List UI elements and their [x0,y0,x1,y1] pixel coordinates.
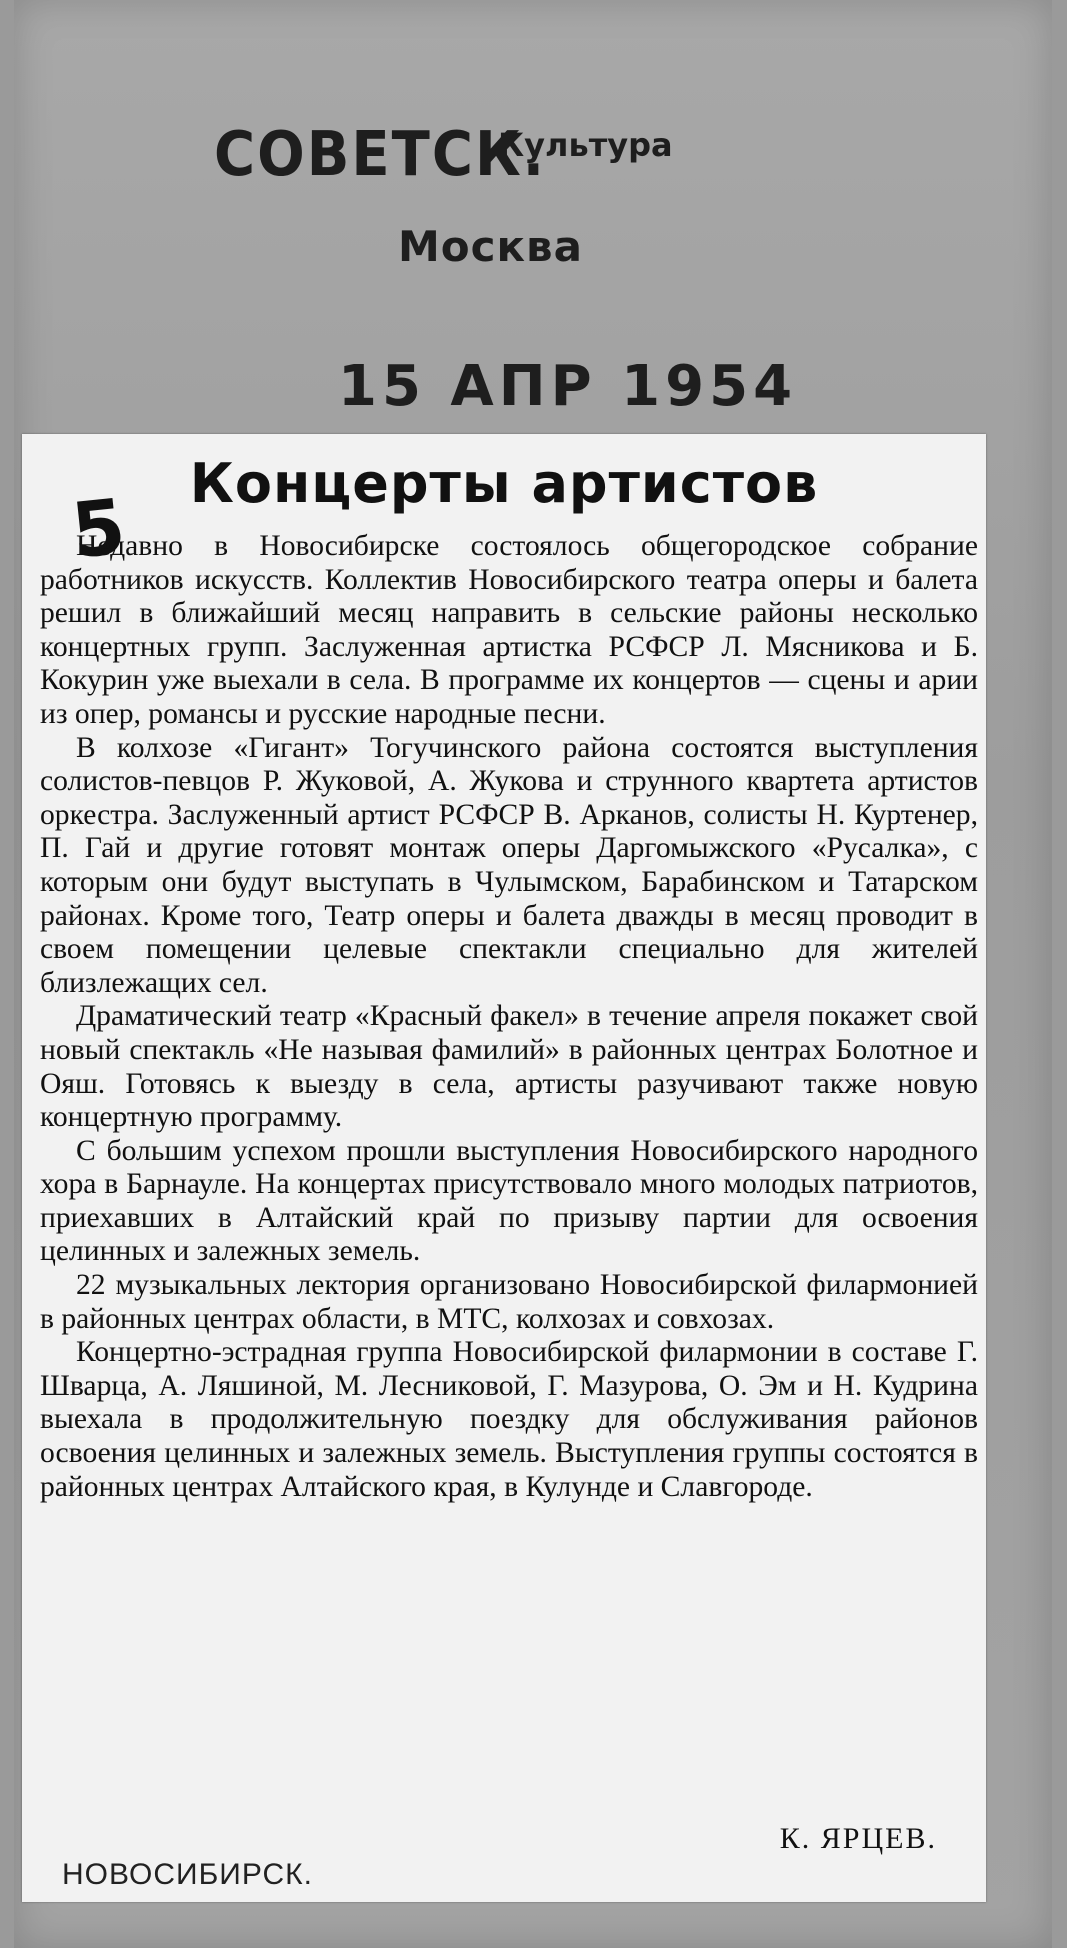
article-paragraph: Концертно-эстрадная группа Новосибирской филармонии в составе Г. Шварца, А. Ляшиной, М. Лесниковой, Г. Мазурова, О. Эм и Н. Кудрина выехала в продолжительную поездку для обслуживания районов освоения целинных и залежных земель. Выступления группы состоятся в районных центрах Алтайского края, в Кулунде и Славгороде. [40,1336,978,1503]
article-author: К. ЯРЦЕВ. [779,1822,937,1855]
article-dateline: НОВОСИБИРСК. [62,1858,313,1891]
article-paragraph: Недавно в Новосибирске состоялось общегородское собрание работников искусств. Коллектив Новосибирского театра оперы и балета решил в ближайший месяц направить в сельские районы несколько концертных групп. Заслуженная артистка РСФСР Л. Мясникова и Б. Кокурин уже выехали в села. В программе их концертов — сцены и арии из опер, романсы и русские народные песни. [40,530,978,730]
article-title: Концерты артистов [189,452,819,515]
stamp-city: Москва [398,222,583,271]
stamp-date: 15 АПР 1954 [338,354,798,419]
stamp-organization-suffix: Культура [498,126,673,164]
stamp-organization: СОВЕТСК. [214,118,546,191]
article-paragraph: 22 музыкальных лектория организовано Новосибирской филармонией в районных центрах области, в МТС, колхозах и совхозах. [40,1269,978,1335]
article-body [40,530,978,1504]
article-paragraph: Драматический театр «Красный факел» в течение апреля покажет свой новый спектакль «Не называя фамилий» в районных центрах Болотное и Ояш. Готовясь к выезду в села, артисты разучивают также новую концертную программу. [40,1000,978,1134]
article-paragraph: С большим успехом прошли выступления Новосибирского народного хора в Барнауле. На концертах присутствовало много молодых патриотов, приехавших в Алтайский край по призыву партии для освоения целинных и залежных земель. [40,1134,978,1268]
handwritten-mark: 5 [67,481,130,576]
article-paragraph: В колхозе «Гигант» Тогучинского района состоятся выступления солистов-певцов Р. Жуковой, А. Жукова и струнного квартета артистов оркестра. Заслуженный артист РСФСР В. Арканов, солисты Н. Куртенер, П. Гай и другие готовят монтаж оперы Даргомыжского «Русалка», с которым они будут выступать в Чулымском, Барабинском и Татарском районах. Кроме того, Театр оперы и балета дважды в месяц проводит в своем помещении целевые спектакли специально для жителей близлежащих сел. [40,731,978,999]
